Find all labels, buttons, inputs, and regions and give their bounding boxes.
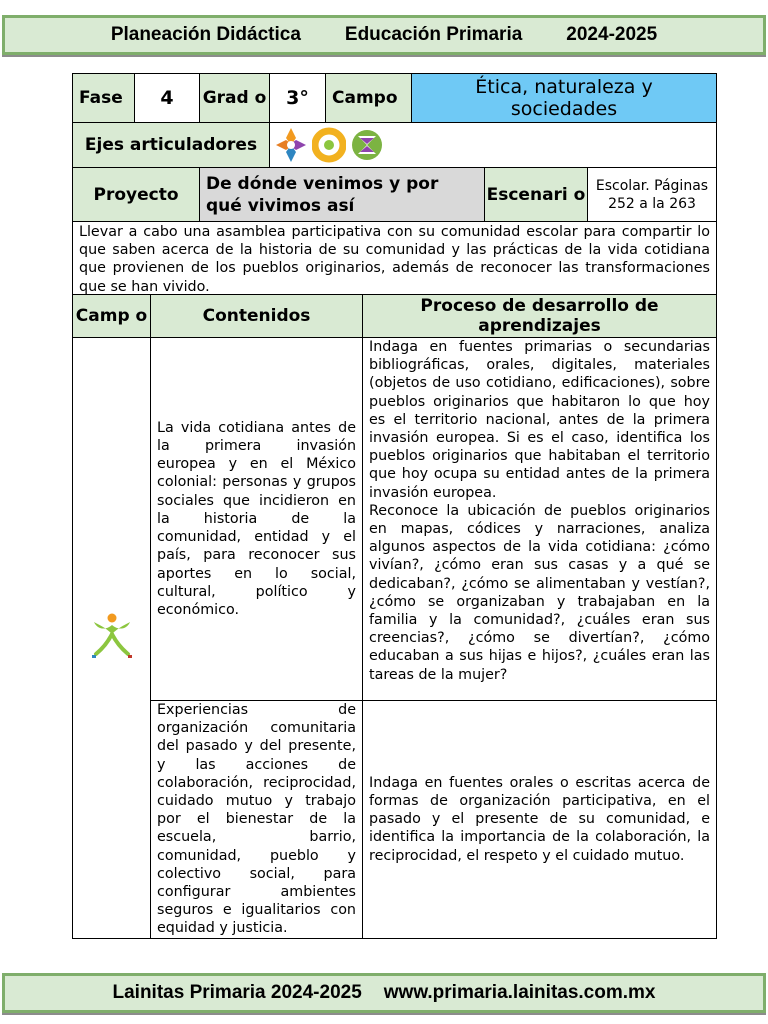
footer-banner — [2, 973, 766, 1013]
contenido-1: La vida cotidiana antes de la primera invasión europea y en el México colonial: personas y grupos sociales que incidieron en la historia de la comunidad, entidad y el país, para reconocer sus aportes en lo social, cultural, político y económico. — [151, 338, 363, 701]
ejes-icons-cell — [270, 123, 717, 168]
grado-value: 3° — [270, 74, 326, 123]
col-header-campo: Camp o — [73, 295, 151, 338]
ejes-label: Ejes articuladores — [73, 123, 270, 168]
inclusion-icon — [312, 126, 346, 164]
proceso-2: Indaga en fuentes orales o escritas acerca de formas de organización participativa, en el pasado y el presente de su comunidad, e identifica la importancia de la colaboración, la reciprocidad, el respeto y el cuidado mutuo. — [363, 701, 717, 939]
escenario-value: Escolar. Páginas 252 a la 263 — [588, 168, 717, 222]
header-banner — [2, 15, 766, 55]
fase-value: 4 — [135, 74, 200, 123]
campo-value: Ética, naturaleza y sociedades — [412, 74, 717, 123]
equality-icon — [350, 126, 384, 164]
header-level: Educación Primaria — [344, 24, 523, 45]
col-header-contenidos: Contenidos — [151, 295, 363, 338]
campo-label: Campo — [326, 74, 412, 123]
header-title: Planeación Didáctica — [110, 24, 301, 45]
info-table — [72, 73, 717, 297]
header-year: 2024-2025 — [566, 24, 658, 45]
col-header-proceso: Proceso de desarrollo de aprendizajes — [363, 295, 717, 338]
campo-icon-cell — [73, 338, 151, 939]
proyecto-label: Proyecto — [73, 168, 200, 222]
contenido-2: Experiencias de organización comunitaria del pasado y del presente, y las acciones de colaboración, reciprocidad, cuidado mutuo y trabajo por el bienestar de la escuela, barrio, comunidad, pueblo y colectivo social, para configurar ambientes seguros e igualitarios con equidad y justicia. — [151, 701, 363, 939]
interculturality-icon — [274, 126, 308, 164]
escenario-label: Escenari o — [485, 168, 588, 222]
content-table — [72, 294, 717, 939]
proceso-1: Indaga en fuentes primarias o secundarias bibliográficas, orales, digitales, materiales (objetos de uso cotidiano, edificaciones), sobre pueblos originarios que habitaron lo que hoy es el territorio nacional, antes de la primera invasión europea. Si es el caso, identifica los pueblos originarios que habitaban el territorio que hoy ocupa su entidad antes de la primera invasión europea. Reconoce la ubicación de pueblos originarios en mapas, códices y narraciones, analiza algunos aspectos de la vida cotidiana: ¿cómo vivían?, ¿cómo eran sus casas y a qué se dedicaban?, ¿cómo se alimentaban y vestían?, ¿cómo se organizaban y trabajaban en la familia y la comunidad?, ¿cuáles eran sus creencias?, ¿cómo se divertían?, ¿cómo educaban a sus hijas e hijos?, ¿cuáles eran las tareas de la mujer? — [363, 338, 717, 701]
campo-ethics-icon — [85, 609, 139, 663]
proyecto-value: De dónde venimos y por qué vivimos así — [200, 168, 485, 222]
project-description: Llevar a cabo una asamblea participativa con su comunidad escolar para compartir lo que saben acerca de la historia de su comunidad y las prácticas de la vida cotidiana que provienen de los pueblos originarios, además de reconocer las transformaciones que se han vivido. — [73, 222, 717, 297]
fase-label: Fase — [73, 74, 135, 123]
grado-label: Grad o — [200, 74, 270, 123]
footer-url[interactable]: www.primaria.lainitas.com.mx — [383, 982, 656, 1003]
footer-brand: Lainitas Primaria 2024-2025 — [112, 982, 362, 1003]
